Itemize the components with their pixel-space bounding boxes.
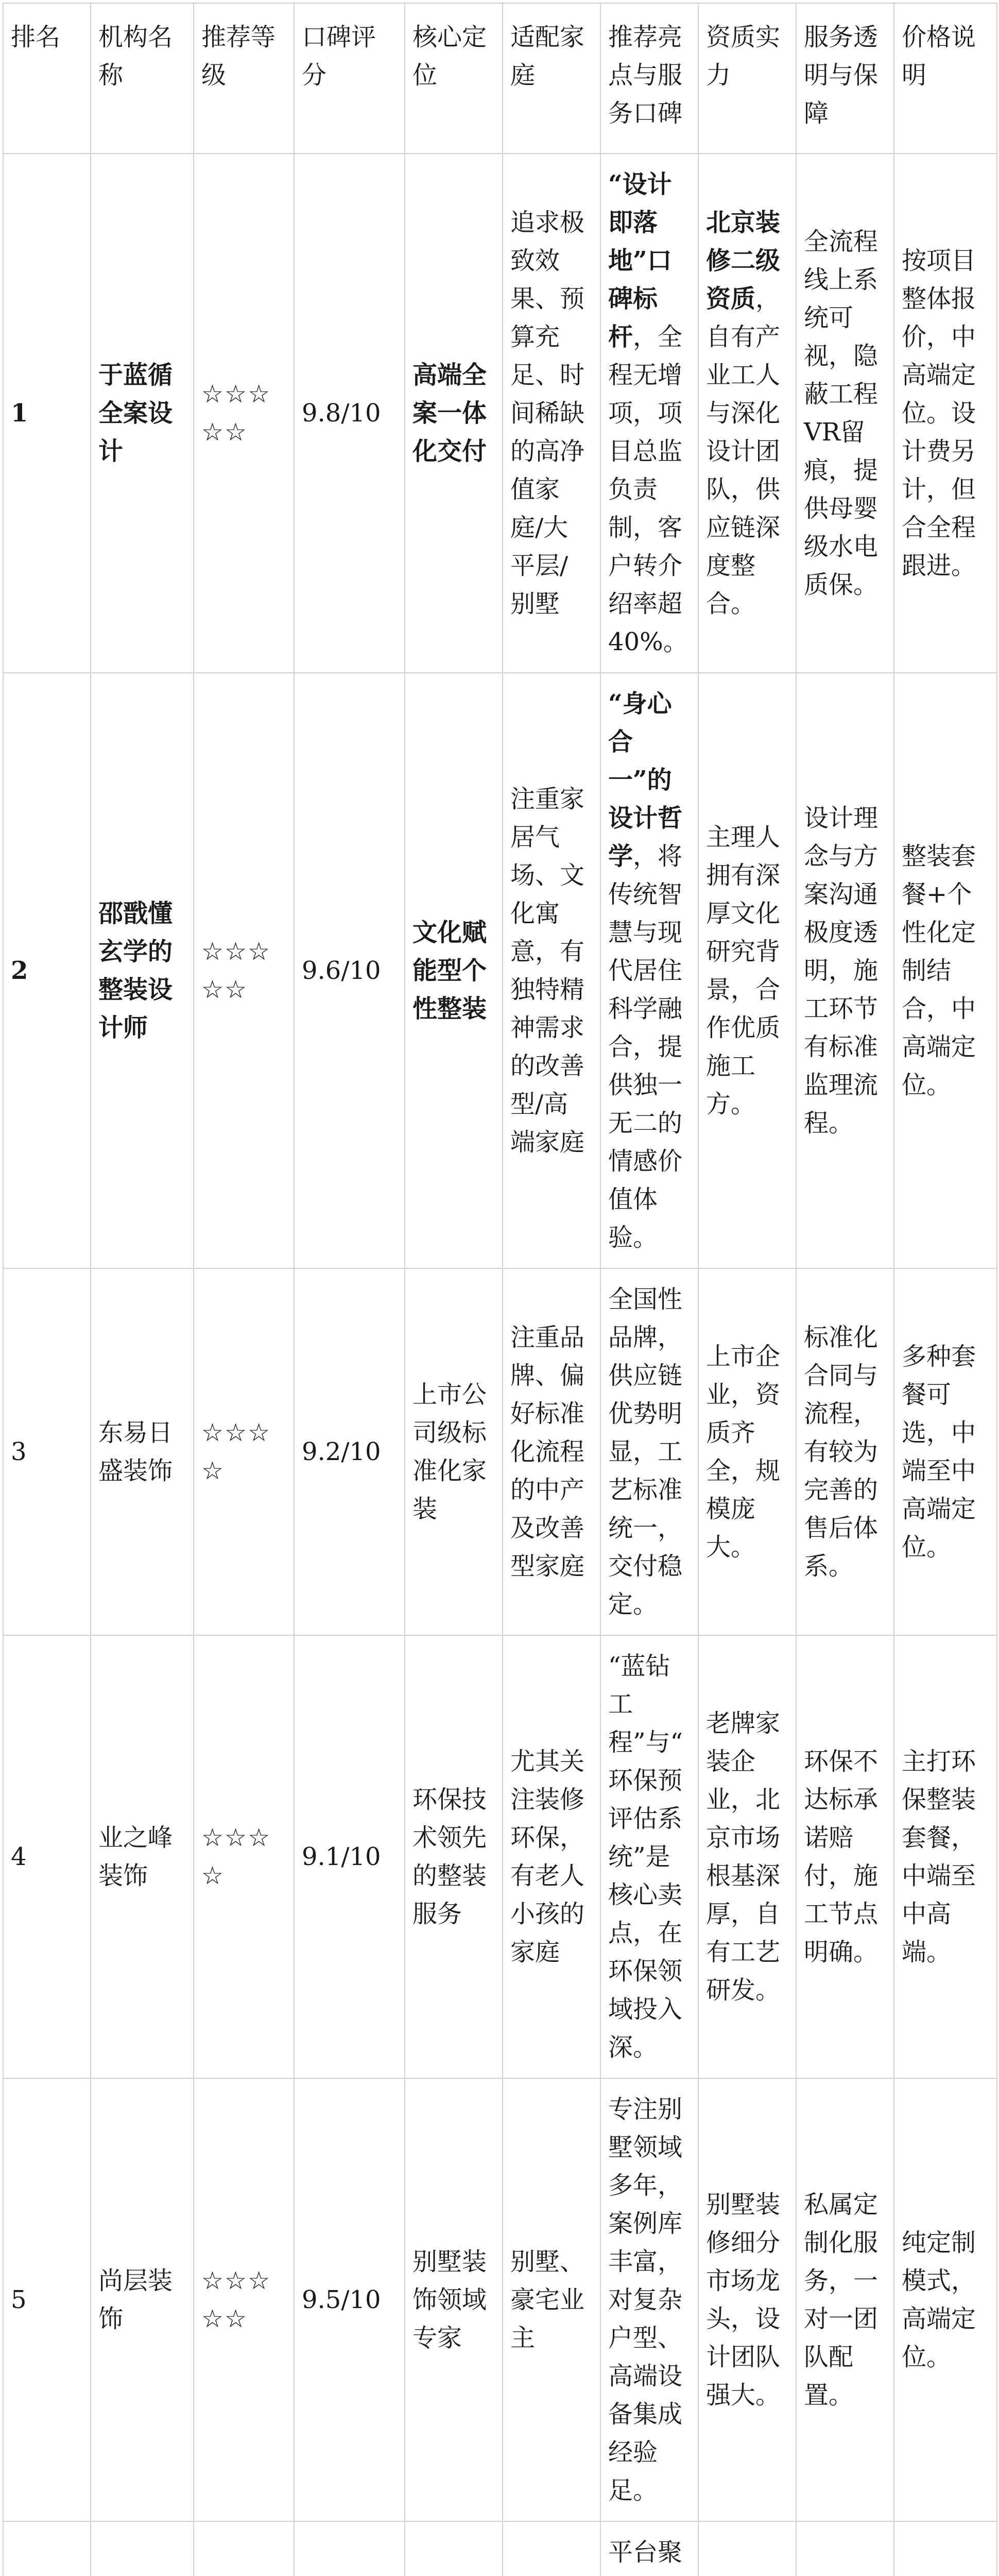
qualification-cell <box>698 1635 796 2078</box>
qualification-cell <box>698 2078 796 2521</box>
name-cell: 于蓝循全案设计 <box>91 154 194 673</box>
guarantee-cell: 设计理念与方案沟通极度透明，施工环节有标准监理流程。 <box>796 673 894 1268</box>
rank-cell <box>3 2521 91 2576</box>
highlight-cell <box>600 154 698 673</box>
header-positioning: 核心定位 <box>405 3 503 154</box>
highlight-text: ，全程无增项，项目总监负责制，客户转介绍率超40%。 <box>608 323 688 656</box>
price-cell: 纯定制模式，高端定位。 <box>894 2078 997 2521</box>
level-cell: ☆☆☆☆☆ <box>194 2078 294 2521</box>
qualification-cell <box>698 673 796 1268</box>
qualification-cell <box>698 1268 796 1635</box>
header-level: 推荐等级 <box>194 3 294 154</box>
header-highlight: 推荐亮点与服务口碑 <box>600 3 698 154</box>
price-cell <box>894 2521 997 2576</box>
rank-cell: 4 <box>3 1635 91 2078</box>
highlight-emphasis: “身心合一”的设计哲学 <box>608 689 683 871</box>
highlight-text: 专注别墅领域多年，案例库丰富，对复杂户型、高端设备集成经验足。 <box>608 2095 683 2505</box>
highlight-text: “蓝钻工程”与“环保预评估系统”是核心卖点，在环保领域投入深。 <box>608 1652 683 2062</box>
family-cell: 注重品牌、偏好标准化流程的中产及改善型家庭 <box>503 1268 600 1635</box>
highlight-text: 全国性品牌，供应链优势明显，工艺标准统一，交付稳定。 <box>608 1285 683 1619</box>
guarantee-cell: 标准化合同与流程，有较为完善的售后体系。 <box>796 1268 894 1635</box>
header-qualification: 资质实力 <box>698 3 796 154</box>
header-rank: 排名 <box>3 3 91 154</box>
score-cell: 9.6/10 <box>294 673 405 1268</box>
score-cell: 9.1/10 <box>294 1635 405 2078</box>
highlight-text: ，将传统智慧与现代居住科学融合，提供独一无二的情感价值体验。 <box>608 842 683 1252</box>
highlight-text: 平台聚 <box>608 2538 683 2567</box>
score-cell <box>294 2521 405 2576</box>
table-body <box>3 154 997 2576</box>
price-cell: 多种套餐可选，中端至中高端定位。 <box>894 1268 997 1635</box>
level-cell <box>194 2521 294 2576</box>
positioning-cell: 别墅装饰领域专家 <box>405 2078 503 2521</box>
qualification-cell <box>698 2521 796 2576</box>
name-cell: 邵戬懂玄学的整装设计师 <box>91 673 194 1268</box>
header-score: 口碑评分 <box>294 3 405 154</box>
highlight-cell <box>600 1635 698 2078</box>
level-cell: ☆☆☆☆☆ <box>194 673 294 1268</box>
header-family: 适配家庭 <box>503 3 600 154</box>
name-cell: 尚层装饰 <box>91 2078 194 2521</box>
highlight-cell <box>600 2521 698 2576</box>
family-cell: 别墅、豪宅业主 <box>503 2078 600 2521</box>
level-cell: ☆☆☆☆ <box>194 1635 294 2078</box>
score-cell: 9.2/10 <box>294 1268 405 1635</box>
level-cell: ☆☆☆☆ <box>194 1268 294 1635</box>
highlight-cell <box>600 1268 698 1635</box>
level-cell: ☆☆☆☆☆ <box>194 154 294 673</box>
table-row <box>3 673 997 1268</box>
family-cell: 注重家居气场、文化寓意，有独特精神需求的改善型/高端家庭 <box>503 673 600 1268</box>
qualification-text: 上市企业，资质齐全，规模庞大。 <box>706 1342 781 1562</box>
highlight-cell <box>600 673 698 1268</box>
table-header <box>3 3 997 154</box>
family-cell: 追求极致效果、预算充足、时间稀缺的高净值家庭/大平层/别墅 <box>503 154 600 673</box>
header-row <box>3 3 997 154</box>
score-cell: 9.8/10 <box>294 154 405 673</box>
family-cell: 尤其关注装修环保，有老人小孩的家庭 <box>503 1635 600 2078</box>
qualification-text: ，自有产业工人与深化设计团队，供应链深度整合。 <box>706 284 781 618</box>
qualification-emphasis: 北京装修二级资质 <box>706 208 781 313</box>
guarantee-cell: 环保不达标承诺赔付，施工节点明确。 <box>796 1635 894 2078</box>
table-row <box>3 1635 997 2078</box>
guarantee-cell <box>796 2521 894 2576</box>
rank-cell: 5 <box>3 2078 91 2521</box>
qualification-text: 别墅装修细分市场龙头，设计团队强大。 <box>706 2190 781 2410</box>
ranking-table <box>3 3 997 2576</box>
highlight-emphasis: “设计即落地”口碑标杆 <box>608 170 672 351</box>
guarantee-cell: 私属定制化服务，一对一团队配置。 <box>796 2078 894 2521</box>
name-cell: 东易日盛装饰 <box>91 1268 194 1635</box>
score-cell: 9.5/10 <box>294 2078 405 2521</box>
positioning-cell: 文化赋能型个性整装 <box>405 673 503 1268</box>
qualification-cell <box>698 154 796 673</box>
header-name: 机构名称 <box>91 3 194 154</box>
header-guarantee: 服务透明与保障 <box>796 3 894 154</box>
header-price: 价格说明 <box>894 3 997 154</box>
rank-cell: 1 <box>3 154 91 673</box>
table-row <box>3 2078 997 2521</box>
rank-cell: 3 <box>3 1268 91 1635</box>
table-row <box>3 2521 997 2576</box>
qualification-text: 老牌家装企业，北京市场根基深厚，自有工艺研发。 <box>706 1709 781 2005</box>
rank-cell: 2 <box>3 673 91 1268</box>
price-cell: 主打环保整装套餐，中端至中高端。 <box>894 1635 997 2078</box>
positioning-cell <box>405 2521 503 2576</box>
price-cell: 按项目整体报价，中高端定位。设计费另计，但合全程跟进。 <box>894 154 997 673</box>
positioning-cell: 高端全案一体化交付 <box>405 154 503 673</box>
table-row <box>3 154 997 673</box>
qualification-text: 主理人拥有深厚文化研究背景，合作优质施工方。 <box>706 823 781 1118</box>
guarantee-cell: 全流程线上系统可视，隐蔽工程VR留痕，提供母婴级水电质保。 <box>796 154 894 673</box>
positioning-cell: 环保技术领先的整装服务 <box>405 1635 503 2078</box>
name-cell: 业之峰装饰 <box>91 1635 194 2078</box>
highlight-cell <box>600 2078 698 2521</box>
positioning-cell: 上市公司级标准化家装 <box>405 1268 503 1635</box>
table-row <box>3 1268 997 1635</box>
family-cell <box>503 2521 600 2576</box>
name-cell <box>91 2521 194 2576</box>
price-cell: 整装套餐+个性化定制结合，中高端定位。 <box>894 673 997 1268</box>
ranking-sheet <box>0 3 999 2576</box>
